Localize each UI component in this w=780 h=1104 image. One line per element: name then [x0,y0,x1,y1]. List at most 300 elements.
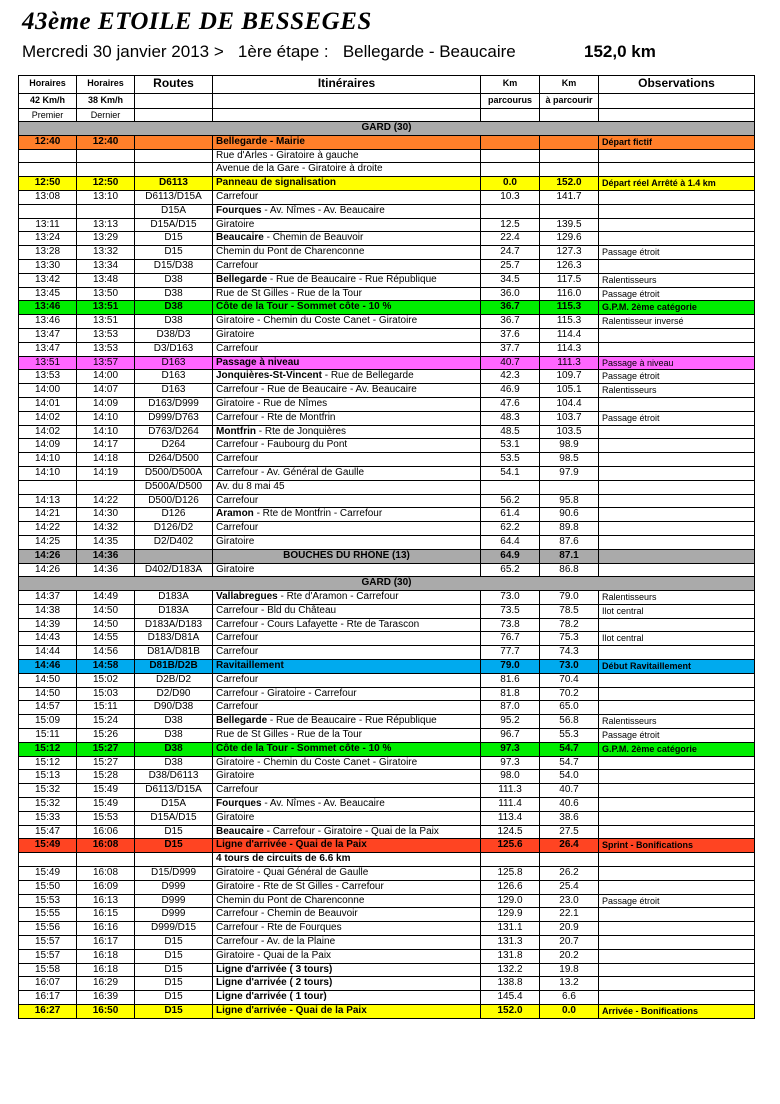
route-row [19,204,755,218]
header-km-done: Km [481,76,540,94]
time-first: 14:57 [19,701,77,715]
km-left [540,149,599,163]
time-last: 14:36 [77,563,135,577]
observation [599,259,755,273]
observation [599,853,755,867]
time-last: 16:50 [77,1005,135,1019]
header-parcourus: parcourus [481,94,540,109]
km-done: 77.7 [481,646,540,660]
km-done: 37.7 [481,342,540,356]
route-code: D15/D999 [135,867,213,881]
itinerary [213,604,481,618]
observation: Début Ravitaillement [599,660,755,674]
route-code: D38 [135,287,213,301]
route-row [19,190,755,204]
itinerary [213,1005,481,1019]
km-done [481,480,540,494]
time-first: 14:22 [19,522,77,536]
observation: Ralentisseurs [599,273,755,287]
km-done: 96.7 [481,729,540,743]
route-row [19,301,755,315]
route-code: D38 [135,273,213,287]
time-first: 13:46 [19,315,77,329]
route-code: D3/D163 [135,342,213,356]
km-left: 78.5 [540,604,599,618]
route-code [135,549,213,563]
observation [599,922,755,936]
observation [599,825,755,839]
route-row [19,508,755,522]
km-done: 73.0 [481,591,540,605]
route-row [19,908,755,922]
km-left: 78.2 [540,618,599,632]
time-last: 13:48 [77,273,135,287]
route-code: D163 [135,384,213,398]
km-done: 131.8 [481,949,540,963]
km-left: 73.0 [540,660,599,674]
time-last [77,853,135,867]
route-code: D6113 [135,177,213,191]
route-row [19,991,755,1005]
itinerary-detail: Carrefour [216,259,259,271]
itinerary-place: Fourques [216,798,262,810]
itinerary [213,963,481,977]
km-done: 34.5 [481,273,540,287]
route-row [19,825,755,839]
region-label: GARD (30) [19,577,755,591]
time-first [19,149,77,163]
observation: Arrivée - Bonifications [599,1005,755,1019]
time-last: 13:53 [77,342,135,356]
itinerary [213,977,481,991]
km-done: 79.0 [481,660,540,674]
time-first: 14:00 [19,384,77,398]
time-first: 13:24 [19,232,77,246]
table-header [19,76,755,122]
route-code: D15 [135,246,213,260]
route-row [19,494,755,508]
route-row [19,839,755,853]
route-code: D163 [135,370,213,384]
itinerary [213,646,481,660]
itinerary [213,149,481,163]
route-row [19,453,755,467]
header-dernier: Dernier [77,109,135,122]
route-row [19,604,755,618]
route-code: D38/D6113 [135,770,213,784]
route-row [19,949,755,963]
route-row [19,673,755,687]
route-row [19,742,755,756]
header-km-left: Km [540,76,599,94]
time-first: 14:39 [19,618,77,632]
header-blank [599,94,755,109]
itinerary-detail: Carrefour - Rte de Montfrin [216,411,336,423]
itinerary [213,756,481,770]
itinerary-detail: Giratoire - Chemin du Coste Canet - Giratoire [216,756,418,768]
time-first: 15:32 [19,798,77,812]
region-label: GARD (30) [19,122,755,136]
route-row [19,149,755,163]
route-code: D15A [135,204,213,218]
header-blank [213,109,481,122]
km-done: 125.8 [481,867,540,881]
time-last: 14:17 [77,439,135,453]
route-row [19,135,755,149]
route-row [19,342,755,356]
time-last: 14:56 [77,646,135,660]
itinerary [213,370,481,384]
itinerary [213,729,481,743]
time-last: 13:34 [77,259,135,273]
route-row [19,646,755,660]
itinerary [213,880,481,894]
km-done: 111.3 [481,784,540,798]
time-last: 14:22 [77,494,135,508]
km-done: 36.7 [481,301,540,315]
observation [599,328,755,342]
itinerary [213,632,481,646]
km-done: 124.5 [481,825,540,839]
time-last: 14:55 [77,632,135,646]
route-row [19,411,755,425]
header-time-last: Horaires [77,76,135,94]
km-done: 132.2 [481,963,540,977]
observation: Passage étroit [599,729,755,743]
time-first: 14:46 [19,660,77,674]
km-left: 75.3 [540,632,599,646]
route-code: D500/D500A [135,466,213,480]
time-first: 14:44 [19,646,77,660]
time-last: 14:00 [77,370,135,384]
time-last: 13:13 [77,218,135,232]
km-done [481,853,540,867]
time-last: 14:58 [77,660,135,674]
itinerary [213,218,481,232]
time-last: 14:30 [77,508,135,522]
km-done: 129.0 [481,894,540,908]
km-left: 0.0 [540,1005,599,1019]
observation: G.P.M. 2ème catégorie [599,742,755,756]
route-row [19,246,755,260]
itinerary-place: Ligne d'arrivée - Quai de la Paix [216,839,367,851]
header-blank [135,94,213,109]
observation [599,673,755,687]
km-left: 141.7 [540,190,599,204]
km-left: 87.1 [540,549,599,563]
observation [599,991,755,1005]
time-last: 16:29 [77,977,135,991]
km-done: 56.2 [481,494,540,508]
itinerary-detail: - Carrefour - Giratoire - Quai de la Paix [263,825,439,837]
time-first [19,163,77,177]
km-left [540,480,599,494]
route-table-body [19,122,755,1019]
time-first: 15:49 [19,867,77,881]
route-code: D15 [135,1005,213,1019]
itinerary [213,315,481,329]
itinerary [213,770,481,784]
itinerary-place: Ligne d'arrivée ( 2 tours) [216,977,333,989]
time-last: 16:13 [77,894,135,908]
time-first: 15:33 [19,811,77,825]
itinerary-detail: Avenue de la Gare - Giratoire à droite [216,163,383,175]
km-left: 70.4 [540,673,599,687]
km-done: 36.7 [481,315,540,329]
km-done: 125.6 [481,839,540,853]
itinerary-place: Ligne d'arrivée ( 1 tour) [216,991,327,1003]
route-row [19,466,755,480]
header-speed-42: 42 Km/h [19,94,77,109]
observation: Passage étroit [599,370,755,384]
time-last: 14:10 [77,425,135,439]
km-left: 105.1 [540,384,599,398]
route-row [19,425,755,439]
itinerary-detail: Carrefour [216,494,259,506]
km-done: 42.3 [481,370,540,384]
time-last: 13:50 [77,287,135,301]
time-first: 14:38 [19,604,77,618]
route-code: D15A [135,798,213,812]
km-left: 103.5 [540,425,599,439]
observation: Ralentisseurs [599,384,755,398]
route-code: D15 [135,825,213,839]
route-code: D15 [135,977,213,991]
time-last: 15:02 [77,673,135,687]
itinerary [213,535,481,549]
time-last: 12:50 [77,177,135,191]
km-done: 53.1 [481,439,540,453]
observation [599,687,755,701]
header-blank [213,94,481,109]
observation [599,397,755,411]
km-done: 61.4 [481,508,540,522]
header-time-first: Horaires [19,76,77,94]
route-row [19,273,755,287]
itinerary [213,687,481,701]
itinerary [213,660,481,674]
header-premier: Premier [19,109,77,122]
km-left: 70.2 [540,687,599,701]
time-last: 16:18 [77,949,135,963]
time-last: 13:51 [77,301,135,315]
km-left: 117.5 [540,273,599,287]
itinerary-detail: - Rte d'Aramon - Carrefour [277,591,399,603]
time-first: 13:42 [19,273,77,287]
itinerary [213,287,481,301]
observation [599,163,755,177]
itinerary-detail: Carrefour - Av. de la Plaine [216,936,336,948]
itinerary-detail: Chemin du Pont de Charenconne [216,894,365,906]
itinerary [213,356,481,370]
km-left: 98.5 [540,453,599,467]
route-code [135,163,213,177]
time-first: 14:25 [19,535,77,549]
route-code: D163 [135,356,213,370]
itinerary-detail: Giratoire - Quai de la Paix [216,949,332,961]
km-left: 54.0 [540,770,599,784]
observation: Ilot central [599,604,755,618]
time-first: 15:53 [19,894,77,908]
time-first: 13:45 [19,287,77,301]
km-left: 19.8 [540,963,599,977]
itinerary [213,549,481,563]
time-last: 13:10 [77,190,135,204]
km-left: 87.6 [540,535,599,549]
route-code: D763/D264 [135,425,213,439]
stage-distance: 152,0 km [584,42,656,61]
time-last: 13:51 [77,315,135,329]
km-left [540,204,599,218]
itinerary [213,384,481,398]
itinerary-detail: Carrefour - Giratoire - Carrefour [216,687,357,699]
itinerary-detail: - Rue de Bellegarde [321,370,414,382]
itinerary [213,522,481,536]
itinerary [213,811,481,825]
km-done: 131.1 [481,922,540,936]
observation: Ralentisseur inversé [599,315,755,329]
observation [599,218,755,232]
route-row [19,977,755,991]
km-done: 25.7 [481,259,540,273]
time-last: 14:19 [77,466,135,480]
time-first: 14:21 [19,508,77,522]
time-last: 13:32 [77,246,135,260]
route-code: D15 [135,963,213,977]
km-left: 127.3 [540,246,599,260]
itinerary [213,839,481,853]
time-last: 15:28 [77,770,135,784]
km-done: 73.5 [481,604,540,618]
route-code: D15 [135,949,213,963]
itinerary [213,397,481,411]
km-done: 48.3 [481,411,540,425]
route-code: D2B/D2 [135,673,213,687]
km-done: 12.5 [481,218,540,232]
km-left: 56.8 [540,715,599,729]
route-code: D999/D15 [135,922,213,936]
time-last: 15:27 [77,742,135,756]
observation [599,880,755,894]
km-done: 97.3 [481,742,540,756]
km-done: 113.4 [481,811,540,825]
itinerary [213,591,481,605]
time-first: 14:13 [19,494,77,508]
km-left: 23.0 [540,894,599,908]
itinerary-detail: Giratoire - Rue de Nîmes [216,397,328,409]
itinerary [213,894,481,908]
km-left: 90.6 [540,508,599,522]
itinerary-place: 4 tours de circuits de 6.6 km [216,853,351,865]
km-done [481,135,540,149]
itinerary-detail: Carrefour - Av. Général de Gaulle [216,466,365,478]
route-row [19,397,755,411]
header-speed-38: 38 Km/h [77,94,135,109]
route-row [19,963,755,977]
itinerary-place: Beaucaire [216,825,264,837]
km-left: 95.8 [540,494,599,508]
km-left: 89.8 [540,522,599,536]
route-code: D38 [135,756,213,770]
route-code: D183/D81A [135,632,213,646]
time-first: 15:57 [19,936,77,950]
itinerary-detail: Rue de St Gilles - Rue de la Tour [216,729,363,741]
itinerary-detail: Carrefour [216,632,259,644]
route-code: D38 [135,315,213,329]
time-first [19,480,77,494]
itinerary-detail: - Av. Nîmes - Av. Beaucaire [261,798,385,810]
itinerary-detail: Giratoire [216,770,255,782]
itinerary-detail: - Rte de Montfrin - Carrefour [253,508,383,520]
time-first: 12:40 [19,135,77,149]
route-row [19,480,755,494]
time-last [77,204,135,218]
time-first: 16:17 [19,991,77,1005]
route-code: D38 [135,301,213,315]
itinerary-detail: Giratoire [216,563,255,575]
route-row [19,177,755,191]
time-last: 16:15 [77,908,135,922]
route-row [19,591,755,605]
time-first: 13:51 [19,356,77,370]
header-a-parcourir: à parcourir [540,94,599,109]
time-last: 14:50 [77,618,135,632]
time-first: 15:56 [19,922,77,936]
route-code: D126/D2 [135,522,213,536]
km-left [540,135,599,149]
itinerary [213,949,481,963]
km-left: 86.8 [540,563,599,577]
time-last: 15:49 [77,798,135,812]
km-left [540,853,599,867]
route-row [19,715,755,729]
observation: Ralentisseurs [599,591,755,605]
observation: Passage étroit [599,894,755,908]
observation [599,977,755,991]
time-first: 15:50 [19,880,77,894]
km-left: 13.2 [540,977,599,991]
observation: Ralentisseurs [599,715,755,729]
time-last: 13:53 [77,328,135,342]
route-row [19,894,755,908]
time-first: 15:12 [19,742,77,756]
km-left: 139.5 [540,218,599,232]
observation: Départ fictif [599,135,755,149]
route-code [135,149,213,163]
observation: Sprint - Bonifications [599,839,755,853]
route-code: D6113/D15A [135,190,213,204]
route-code: D38/D3 [135,328,213,342]
observation [599,756,755,770]
time-last: 16:17 [77,936,135,950]
time-first: 14:26 [19,549,77,563]
route-code: D81A/D81B [135,646,213,660]
itinerary-place: BOUCHES DU RHÔNE (13) [283,549,410,561]
itinerary-place: Ligne d'arrivée ( 3 tours) [216,963,333,975]
region-row [19,122,755,136]
route-row [19,232,755,246]
km-left: 27.5 [540,825,599,839]
time-first: 15:11 [19,729,77,743]
header-blank [481,109,540,122]
observation: Passage étroit [599,246,755,260]
region-row [19,577,755,591]
route-code: D2/D402 [135,535,213,549]
km-left: 74.3 [540,646,599,660]
km-done: 48.5 [481,425,540,439]
itinerary-place: Bellegarde [216,273,268,285]
km-done: 46.9 [481,384,540,398]
